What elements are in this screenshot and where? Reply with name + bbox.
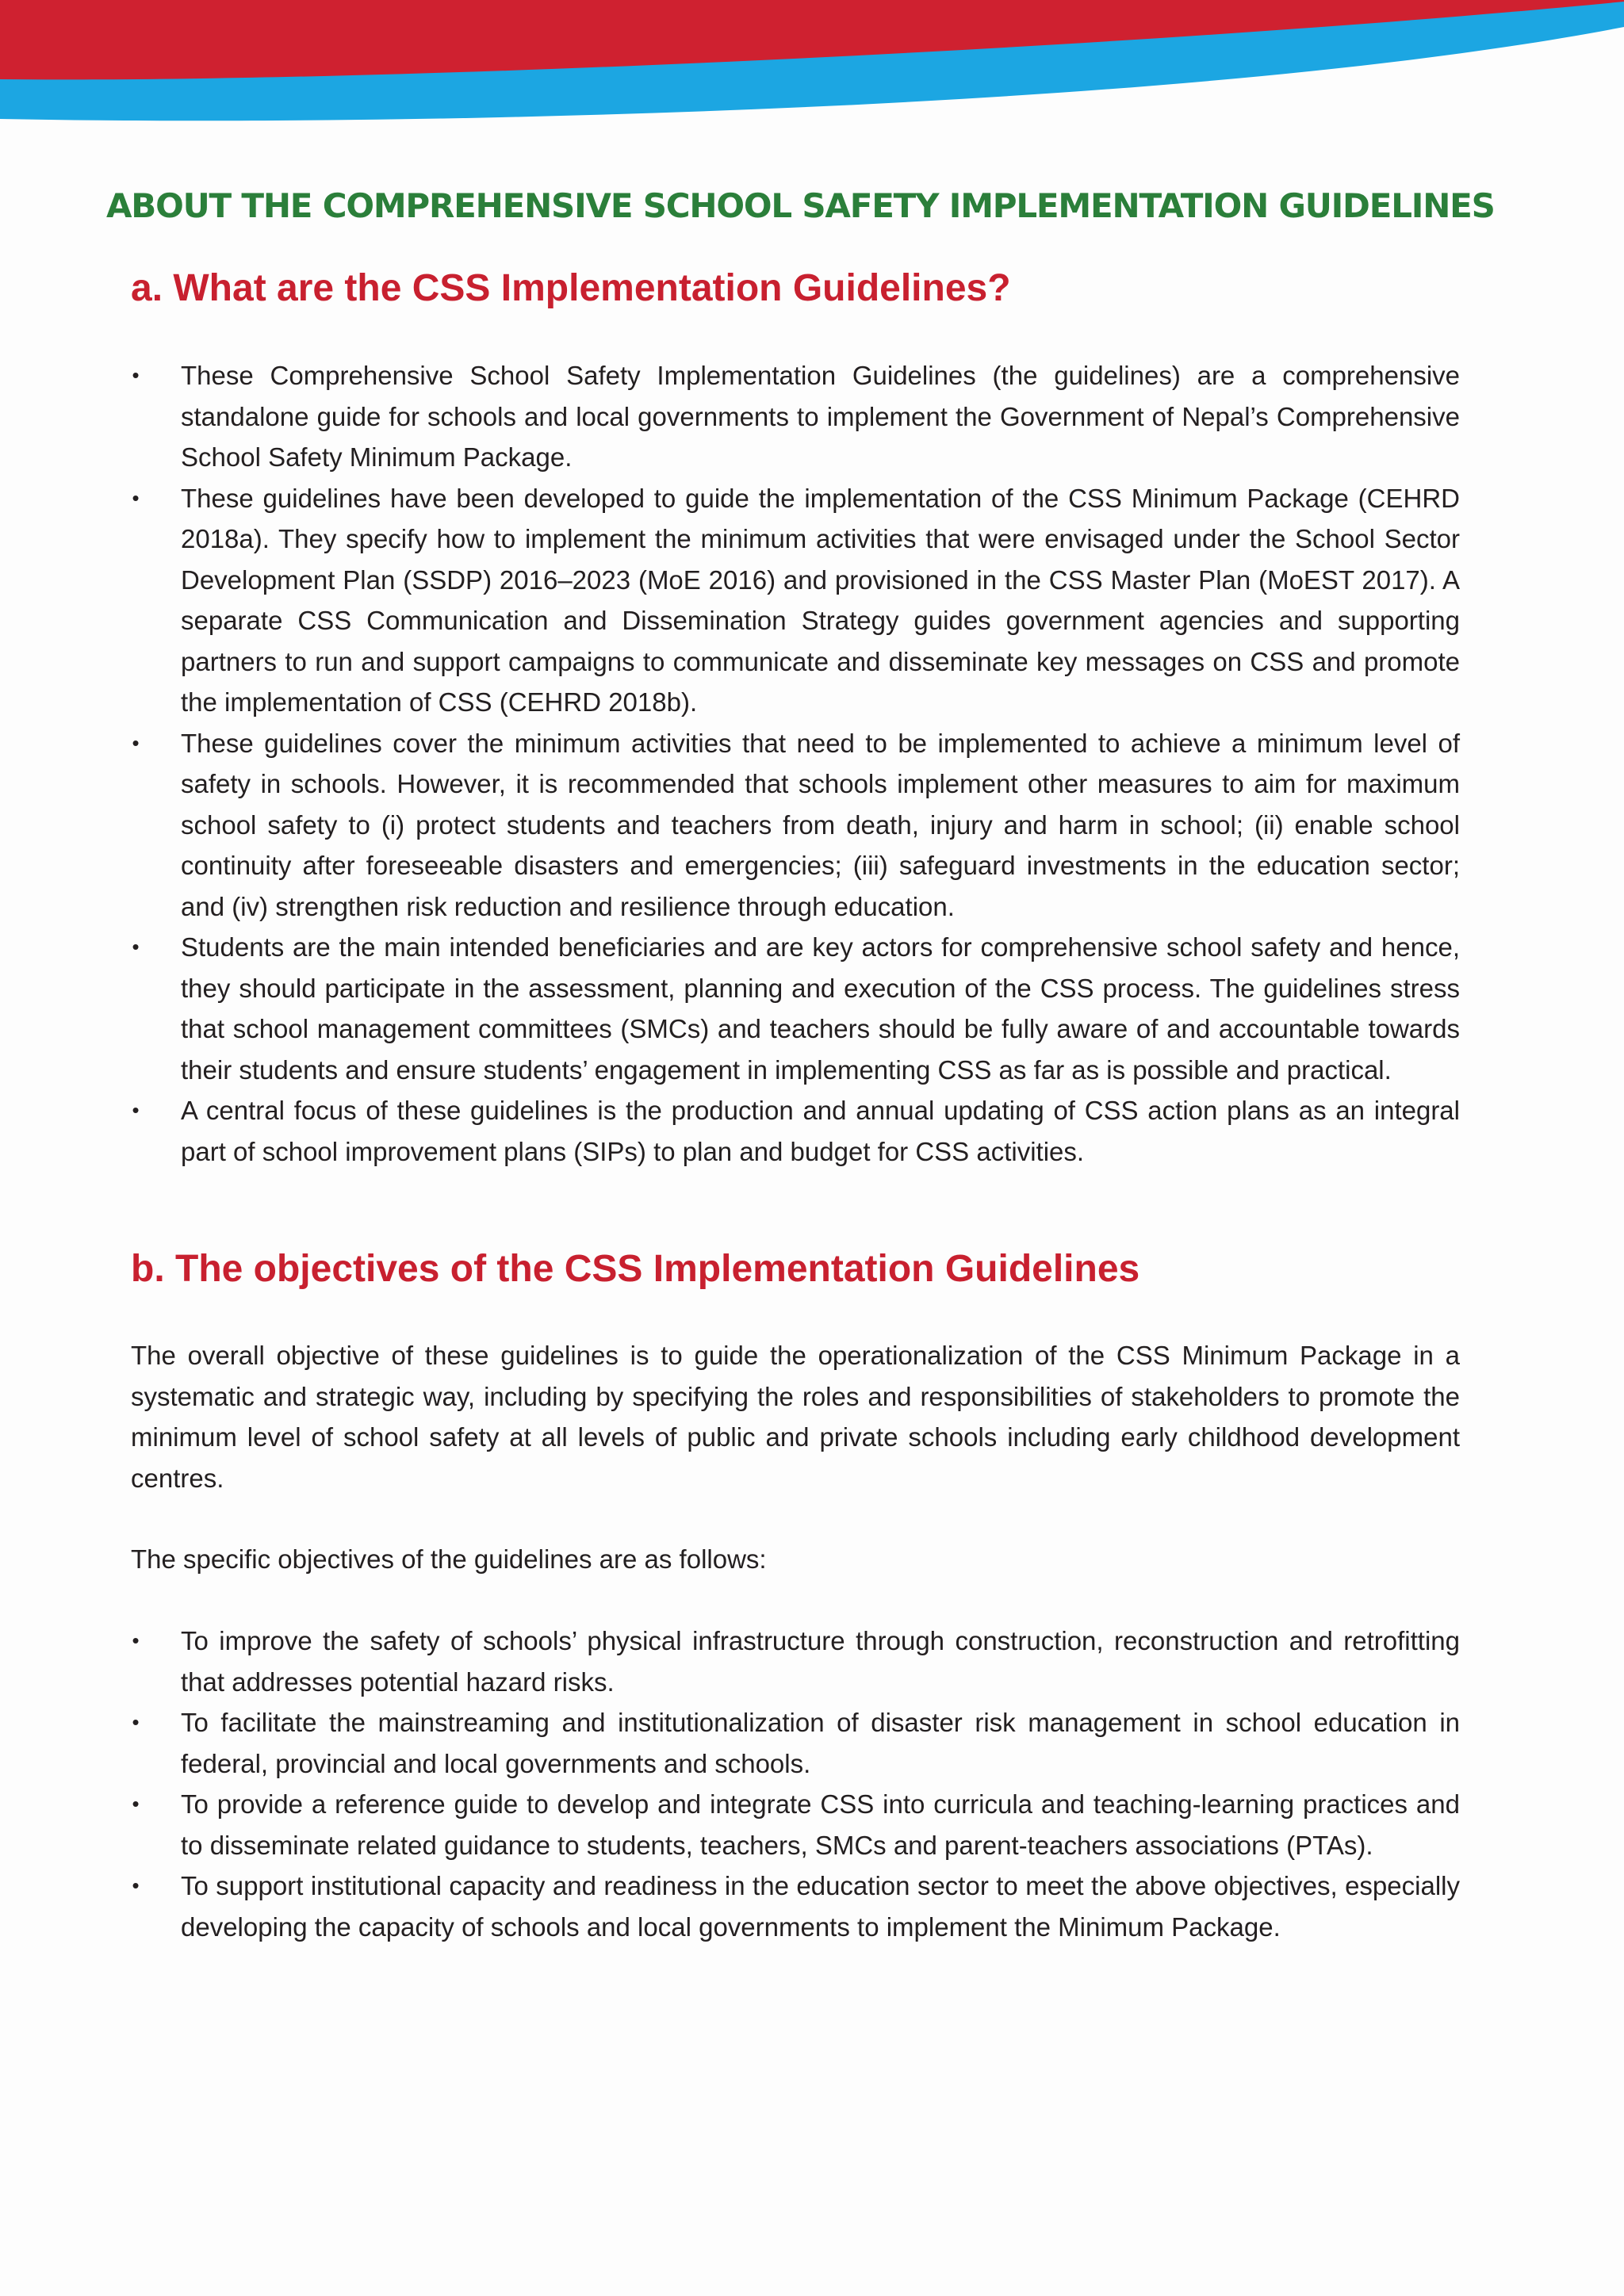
list-item	[131, 1090, 1460, 1172]
specific-objectives-intro	[131, 1539, 1460, 1580]
section-b-bullet-list	[131, 1621, 1460, 1947]
paragraph-text: The overall objective of these guidelines is to guide the operationalization of the CSS Minimum Package in a systematic and strategic way, including by specifying the roles and responsibilities of stakeholders to promote the minimum level of school safety at all levels of public and private schools including early childhood development centres.	[131, 1341, 1460, 1493]
section-a-bullet-list	[131, 355, 1460, 1172]
list-item-text: To provide a reference guide to develop and integrate CSS into curricula and teaching-learning practices and to disseminate related guidance to students, teachers, SMCs and parent-teachers associations (PTAs).	[181, 1789, 1460, 1860]
section-b-heading: b. The objectives of the CSS Implementation Guidelines	[131, 1248, 1140, 1290]
list-item	[131, 927, 1460, 1090]
list-item	[131, 1866, 1460, 1947]
bullet-icon: •	[132, 1873, 140, 1897]
paragraph-text: The specific objectives of the guidelines are as follows:	[131, 1544, 767, 1574]
list-item-text: To improve the safety of schools’ physical infrastructure through construction, reconstruction and retrofitting that addresses potential hazard risks.	[181, 1626, 1460, 1697]
list-item-text: These Comprehensive School Safety Implementation Guidelines (the guidelines) are a comprehensive standalone guide for schools and local governments to implement the Government of Nepal’s Comprehensive School Safety Minimum Package.	[181, 361, 1460, 472]
bullet-icon: •	[132, 363, 140, 387]
bullet-icon: •	[132, 1098, 140, 1122]
bullet-icon: •	[132, 1792, 140, 1816]
bullet-icon: •	[132, 1628, 140, 1652]
bullet-icon: •	[132, 1710, 140, 1734]
bullet-icon: •	[132, 730, 140, 755]
list-item-text: Students are the main intended beneficiaries and are key actors for comprehensive school safety and hence, they should participate in the assessment, planning and execution of the CSS process. The guidelines stress that school management committees (SMCs) and teachers should be fully aware of and accountable towards their students and ensure students’ engagement in implementing CSS as far as is possible and practical.	[181, 932, 1460, 1085]
overall-objective-paragraph	[131, 1335, 1460, 1498]
bullet-icon: •	[132, 935, 140, 959]
list-item	[131, 723, 1460, 928]
list-item-text: To support institutional capacity and readiness in the education sector to meet the above objectives, especially developing the capacity of schools and local governments to implement the Minimum Package.	[181, 1871, 1460, 1942]
list-item	[131, 478, 1460, 723]
list-item	[131, 1621, 1460, 1702]
list-item	[131, 1702, 1460, 1784]
list-item-text: To facilitate the mainstreaming and institutionalization of disaster risk management in school education in federal, provincial and local governments and schools.	[181, 1708, 1460, 1778]
bullet-icon: •	[132, 485, 140, 510]
page-title: ABOUT THE COMPREHENSIVE SCHOOL SAFETY IMPLEMENTATION GUIDELINES	[106, 186, 1495, 225]
list-item-text: These guidelines cover the minimum activities that need to be implemented to achieve a minimum level of safety in schools. However, it is recommended that schools implement other measures to aim for maximum school safety to (i) protect students and teachers from death, injury and harm in school; (ii) enable school continuity after foreseeable disasters and emergencies; (iii) safeguard investments in the education sector; and (iv) strengthen risk reduction and resilience through education.	[181, 728, 1460, 921]
list-item-text: A central focus of these guidelines is the production and annual updating of CSS action plans as an integral part of school improvement plans (SIPs) to plan and budget for CSS activities.	[181, 1096, 1460, 1166]
list-item-text: These guidelines have been developed to guide the implementation of the CSS Minimum Package (CEHRD 2018a). They specify how to implement the minimum activities that were envisaged under the School Sector Development Plan (SSDP) 2016–2023 (MoE 2016) and provisioned in the CSS Master Plan (MoEST 2017). A separate CSS Communication and Dissemination Strategy guides government agencies and supporting partners to run and support campaigns to communicate and disseminate key messages on CSS and promote the implementation of CSS (CEHRD 2018b).	[181, 483, 1460, 717]
list-item	[131, 1784, 1460, 1866]
list-item	[131, 355, 1460, 478]
section-a-heading: a. What are the CSS Implementation Guidelines?	[131, 267, 1011, 309]
